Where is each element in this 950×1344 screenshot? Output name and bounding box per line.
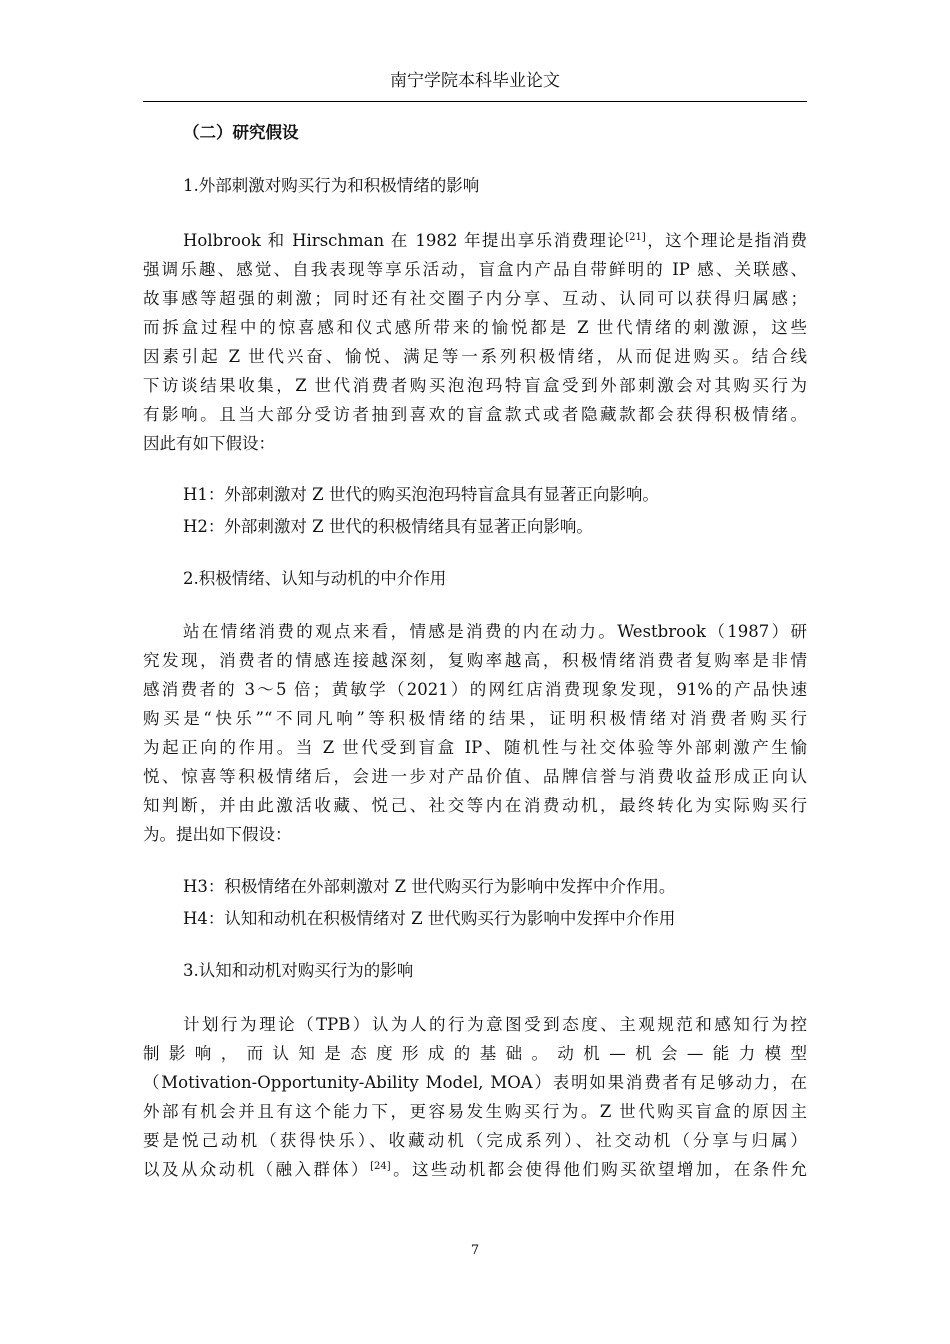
paragraph-2-line-6: 悦、惊喜等积极情绪后，会进一步对产品价值、品牌信誉与消费收益形成正向认: [143, 767, 807, 786]
paragraph-3-line-2: 制影响，而认知是态度形成的基础。动机—机会—能力模型: [143, 1044, 807, 1063]
paragraph-1-line-3: 故事感等超强的刺激；同时还有社交圈子内分享、互动、认同可以获得归属感；: [143, 289, 807, 308]
header-rule: [143, 101, 807, 102]
paragraph-2-line-8: 为。提出如下假设：: [143, 825, 292, 844]
paragraph-2-line-2: 究发现，消费者的情感连接越深刻，复购率越高，积极情绪消费者复购率是非情: [143, 651, 807, 670]
paragraph-3: [143, 1010, 807, 1184]
paragraph-1-line-6: 下访谈结果收集，Z 世代消费者购买泡泡玛特盲盒受到外部刺激会对其购买行为: [143, 376, 807, 395]
hypothesis-h1: H1：外部刺激对 Z 世代的购买泡泡玛特盲盒具有显著正向影响。: [183, 485, 659, 504]
paragraph-3-line-5: 要是悦己动机（获得快乐）、收藏动机（完成系列）、社交动机（分享与归属）: [143, 1131, 807, 1150]
page-number: 7: [470, 1243, 480, 1258]
hypothesis-h4: H4：认知和动机在积极情绪对 Z 世代购买行为影响中发挥中介作用: [183, 909, 676, 928]
paragraph-2-line-7: 知判断，并由此激活收藏、悦己、社交等内在消费动机，最终转化为实际购买行: [143, 796, 807, 815]
paragraph-3-line-1: 计划行为理论（TPB）认为人的行为意图受到态度、主观规范和感知行为控: [183, 1015, 807, 1034]
paragraph-1-line-5: 因素引起 Z 世代兴奋、愉悦、满足等一系列积极情绪，从而促进购买。结合线: [143, 347, 807, 366]
subsection-1-title: 1.外部刺激对购买行为和积极情绪的影响: [183, 176, 480, 195]
paragraph-2-line-5: 为起正向的作用。当 Z 世代受到盲盒 IP、随机性与社交体验等外部刺激产生愉: [143, 738, 807, 757]
subsection-2-title: 2.积极情绪、认知与动机的中介作用: [183, 569, 447, 588]
paragraph-3-line-4: 外部有机会并且有这个能力下，更容易发生购买行为。Z 世代购买盲盒的原因主: [143, 1102, 807, 1121]
citation-21: [21]: [625, 232, 646, 243]
paragraph-1-line-1: Holbrook 和 Hirschman 在 1982 年提出享乐消费理论[21]，这个理论是指消费: [183, 231, 807, 250]
paragraph-3-line-6: 以及从众动机（融入群体）[24]。这些动机都会使得他们购买欲望增加，在条件允: [143, 1160, 808, 1179]
paragraph-2-line-3: 感消费者的 3～5 倍；黄敏学（2021）的网红店消费现象发现，91%的产品快速: [143, 680, 807, 699]
paragraph-2-line-1: 站在情绪消费的观点来看，情感是消费的内在动力。Westbrook（1987）研: [183, 622, 807, 641]
paragraph-2-line-4: 购买是“快乐”“不同凡响”等积极情绪的结果，证明积极情绪对消费者购买行: [143, 709, 807, 728]
paragraph-1-line-8: 因此有如下假设：: [143, 434, 275, 453]
paragraph-1-line-2: 强调乐趣、感觉、自我表现等享乐活动，盲盒内产品自带鲜明的 IP 感、关联感、: [143, 260, 807, 279]
running-header: 南宁学院本科毕业论文: [390, 71, 560, 91]
paragraph-3-line-3: （Motivation-Opportunity-Ability Model, MOA）表明如果消费者有足够动力，在: [143, 1073, 807, 1092]
paragraph-1: [143, 226, 807, 458]
citation-24: [24]: [370, 1161, 391, 1172]
hypothesis-h2: H2：外部刺激对 Z 世代的积极情绪具有显著正向影响。: [183, 517, 593, 536]
paragraph-1-line-4: 而拆盒过程中的惊喜感和仪式感所带来的愉悦都是 Z 世代情绪的刺激源，这些: [143, 318, 807, 337]
paragraph-1-line-7: 有影响。且当大部分受访者抽到喜欢的盲盒款式或者隐藏款都会获得积极情绪。: [143, 405, 807, 424]
section-heading: （二）研究假设: [183, 123, 299, 142]
subsection-3-title: 3.认知和动机对购买行为的影响: [183, 961, 414, 980]
hypothesis-h3: H3：积极情绪在外部刺激对 Z 世代购买行为影响中发挥中介作用。: [183, 877, 676, 896]
paragraph-2: [143, 617, 807, 849]
